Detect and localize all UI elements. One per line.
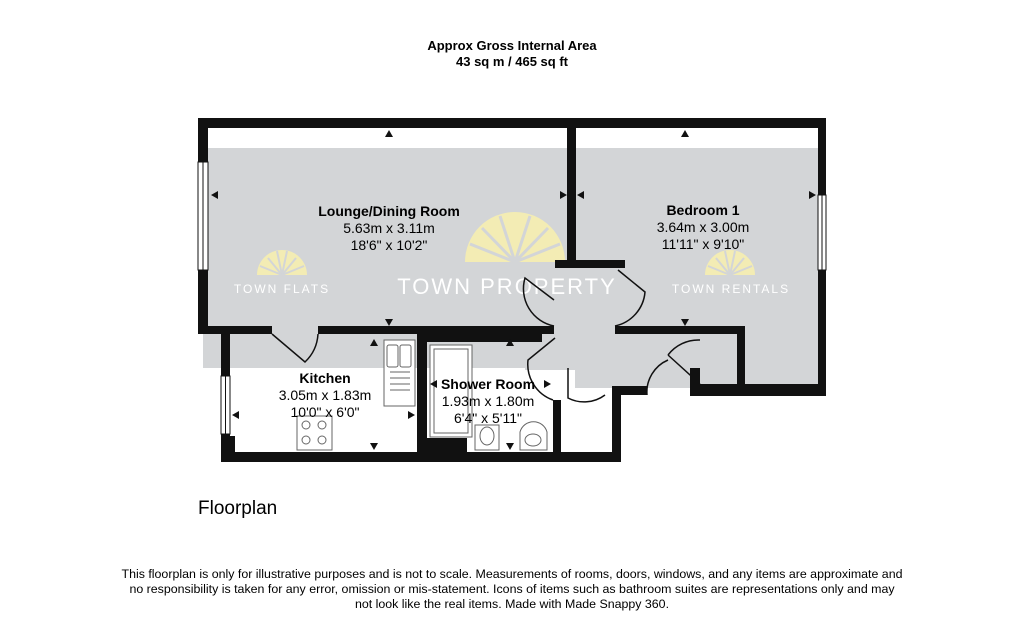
shower-imperial: 6'4" x 5'11" — [454, 410, 522, 426]
shower-name: Shower Room — [440, 376, 536, 392]
area-title: Approx Gross Internal Area — [427, 38, 597, 53]
lounge-imperial: 18'6" x 10'2" — [350, 237, 428, 253]
watermark-center: TOWN PROPERTY — [397, 274, 617, 299]
kitchen-imperial: 10'0" x 6'0" — [290, 404, 360, 420]
lounge-metric: 5.63m x 3.11m — [343, 220, 435, 236]
lounge-name: Lounge/Dining Room — [318, 203, 460, 219]
bedroom-imperial: 11'11" x 9'10" — [661, 236, 745, 252]
hob — [297, 416, 332, 450]
watermark-left: TOWN FLATS — [233, 282, 331, 296]
disclaimer-text: This floorplan is only for illustrative purposes and is not to scale. Measurements of rooms, doors, windows, and any items are approximate and no responsibility is taken for any error, omission or mis-statement. Icons of items such as bathroom suites are representations only and may not look like the real items. Made with Made Snappy 360. — [121, 567, 903, 611]
bedroom-metric: 3.64m x 3.00m — [656, 219, 750, 235]
floorplan-caption: Floorplan — [198, 498, 278, 519]
watermark-right: TOWN RENTALS — [671, 282, 791, 296]
kitchen-name: Kitchen — [299, 370, 351, 386]
kitchen-metric: 3.05m x 1.83m — [278, 387, 372, 403]
area-value: 43 sq m / 465 sq ft — [456, 54, 568, 69]
shower-metric: 1.93m x 1.80m — [441, 393, 535, 409]
bedroom-name: Bedroom 1 — [666, 202, 740, 218]
